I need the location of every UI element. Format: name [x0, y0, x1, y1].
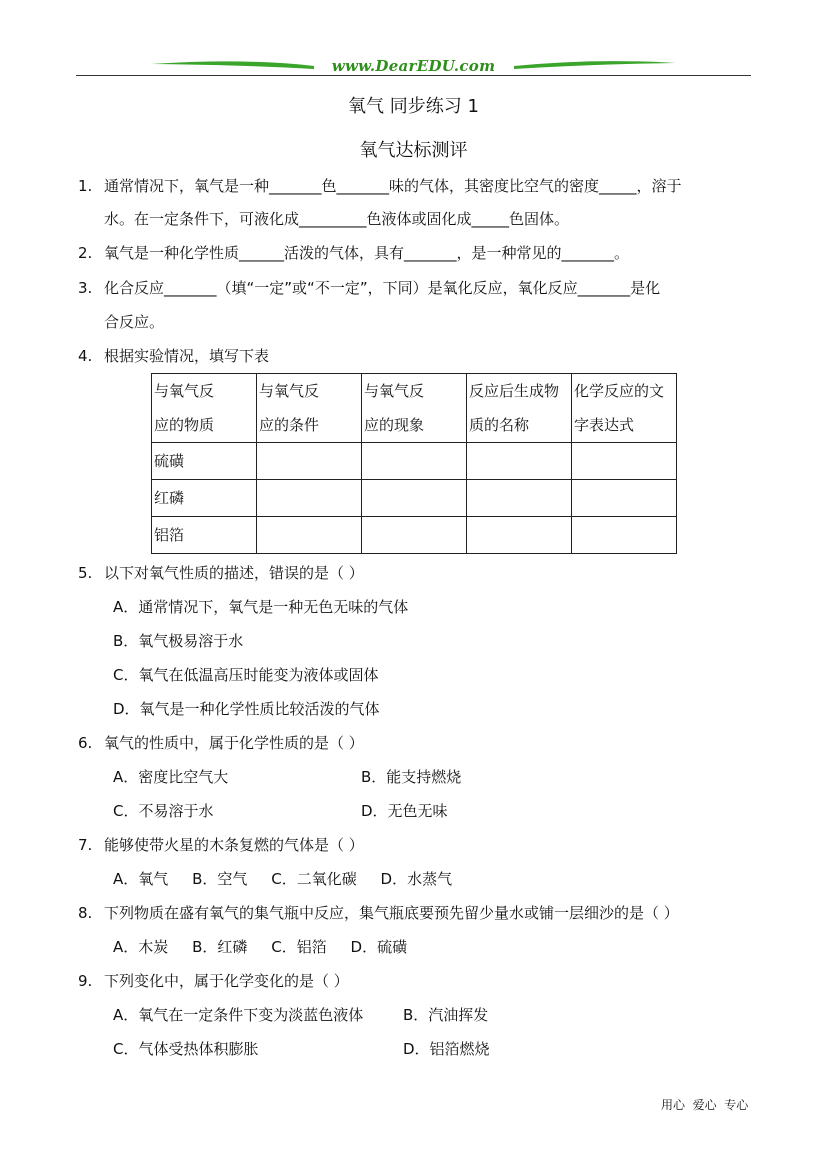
table-header-cell: 与氧气反 应的物质	[152, 374, 257, 443]
options-row[interactable]: A．木炭 B．红磷 C．铝箔 D．硫磺	[113, 938, 408, 956]
table-cell-blank[interactable]	[257, 480, 362, 517]
question-7-text: 能够使带火星的木条复燃的气体是（ ）	[104, 836, 364, 854]
table-cell-blank[interactable]	[572, 443, 677, 480]
question-number: 3.	[78, 279, 93, 297]
table-header-row	[152, 374, 677, 443]
table-header-cell: 与氧气反 应的条件	[257, 374, 362, 443]
table-header-cell: 反应后生成物 质的名称	[467, 374, 572, 443]
options-row[interactable]: A．氧气 B．空气 C．二氧化碳 D．水蒸气	[113, 870, 453, 888]
page-subtitle: 氧气达标测评	[359, 140, 468, 161]
table-cell-blank[interactable]	[362, 517, 467, 554]
site-logo: www.DearEDU.com	[331, 57, 496, 75]
table-cell-blank[interactable]	[362, 443, 467, 480]
site-header	[76, 56, 751, 80]
question-5-text: 以下对氧气性质的描述，错误的是（ ）	[104, 564, 364, 582]
option-a[interactable]: A．氧气在一定条件下变为淡蓝色液体	[113, 1006, 364, 1024]
question-number: 2.	[78, 244, 93, 262]
page-footer: 用心 爱心 专心	[661, 1098, 749, 1112]
option-d[interactable]: D．无色无味	[361, 802, 448, 820]
table-row	[152, 443, 677, 480]
option-c[interactable]: C．不易溶于水	[113, 802, 214, 820]
question-number: 6.	[78, 734, 93, 752]
page-title: 氧气 同步练习 1	[348, 96, 479, 117]
question-8-text: 下列物质在盛有氧气的集气瓶中反应，集气瓶底要预先留少量水或铺一层细沙的是（ ）	[104, 904, 679, 922]
question-number: 5.	[78, 564, 93, 582]
table-cell-blank[interactable]	[467, 443, 572, 480]
question-3-text-cont: 合反应。	[104, 313, 165, 331]
table-row	[152, 480, 677, 517]
question-1-text: 通常情况下，氧气是一种_______色_______味的气体，其密度比空气的密度_____，溶于	[104, 177, 682, 195]
option-c[interactable]: C．氧气在低温高压时能变为液体或固体	[113, 666, 379, 684]
option-d[interactable]: D．铝箔燃烧	[403, 1040, 490, 1058]
table-cell-blank[interactable]	[572, 517, 677, 554]
option-c[interactable]: C．气体受热体积膨胀	[113, 1040, 259, 1058]
question-3-text: 化合反应_______（填“一定”或“不一定”，下同）是氧化反应，氧化反应_______是化	[104, 279, 661, 297]
experiment-table	[151, 373, 677, 554]
table-cell-blank[interactable]	[257, 517, 362, 554]
question-number: 9.	[78, 972, 93, 990]
option-b[interactable]: B．氧气极易溶于水	[113, 632, 244, 650]
table-cell: 红磷	[152, 480, 257, 517]
option-d[interactable]: D．氧气是一种化学性质比较活泼的气体	[113, 700, 380, 718]
question-6-text: 氧气的性质中，属于化学性质的是（ ）	[104, 734, 364, 752]
question-2-text: 氧气是一种化学性质______活泼的气体，具有_______，是一种常见的_______。	[104, 244, 630, 262]
table-row	[152, 517, 677, 554]
question-4-text: 根据实验情况，填写下表	[104, 347, 270, 365]
option-b[interactable]: B．能支持燃烧	[361, 768, 462, 786]
question-number: 4.	[78, 347, 93, 365]
table-cell-blank[interactable]	[467, 480, 572, 517]
table-cell-blank[interactable]	[467, 517, 572, 554]
table-cell-blank[interactable]	[257, 443, 362, 480]
question-number: 8.	[78, 904, 93, 922]
table-cell: 铝箔	[152, 517, 257, 554]
table-cell-blank[interactable]	[362, 480, 467, 517]
question-9-text: 下列变化中，属于化学变化的是（ ）	[104, 972, 349, 990]
question-1-text-cont: 水。在一定条件下，可液化成_________色液体或固化成_____色固体。	[104, 210, 570, 228]
question-number: 7.	[78, 836, 93, 854]
option-a[interactable]: A．通常情况下，氧气是一种无色无味的气体	[113, 598, 409, 616]
table-header-cell: 与氧气反 应的现象	[362, 374, 467, 443]
question-number: 1.	[78, 177, 93, 195]
option-b[interactable]: B．汽油挥发	[403, 1006, 489, 1024]
table-cell: 硫磺	[152, 443, 257, 480]
table-cell-blank[interactable]	[572, 480, 677, 517]
table-header-cell: 化学反应的文 字表达式	[572, 374, 677, 443]
option-a[interactable]: A．密度比空气大	[113, 768, 229, 786]
